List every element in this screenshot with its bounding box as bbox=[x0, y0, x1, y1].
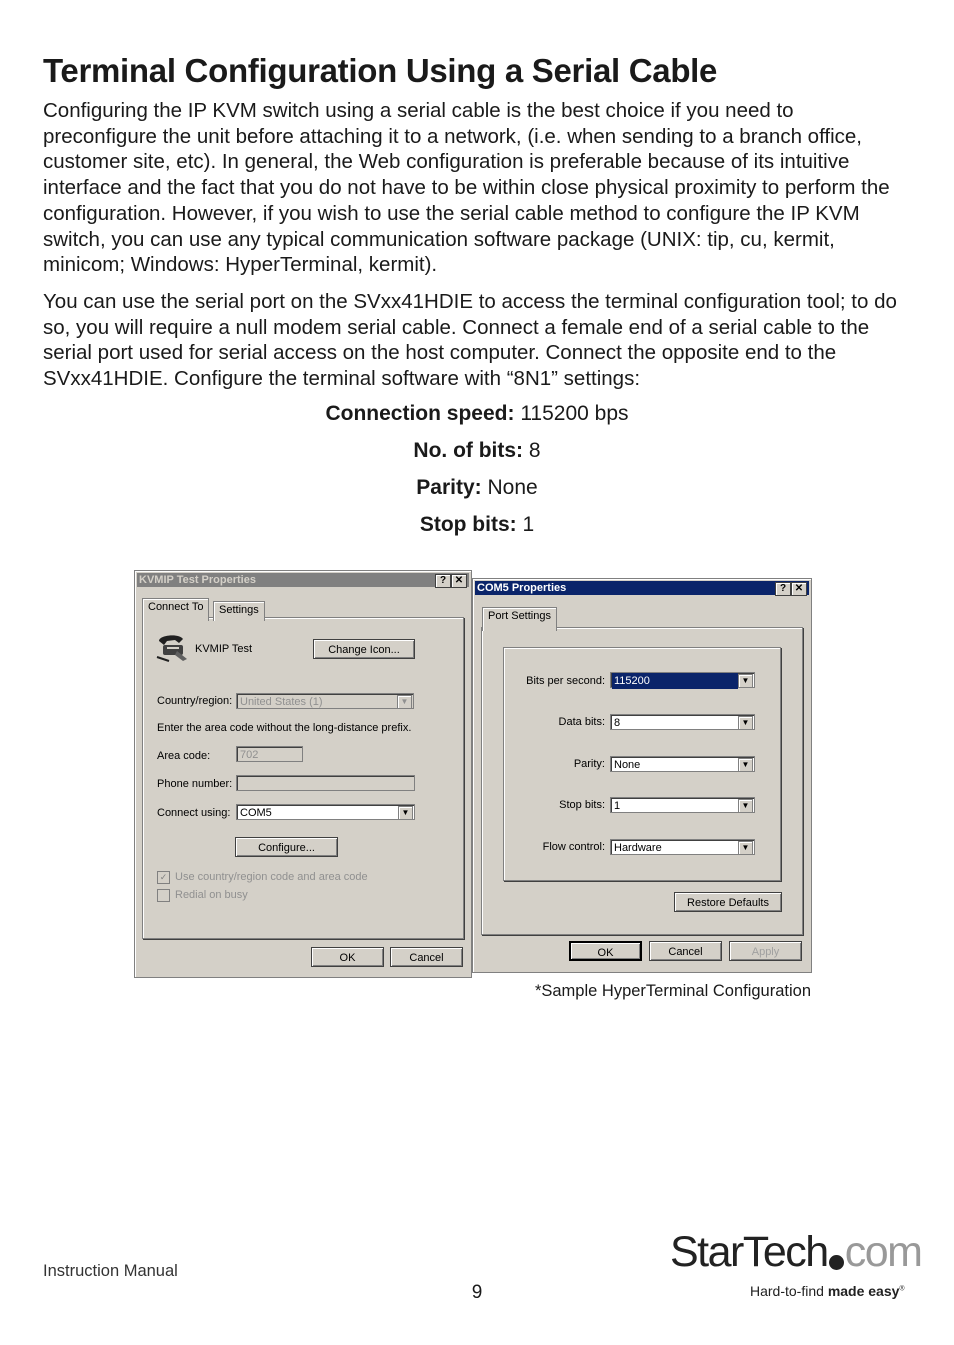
area-code-field[interactable]: 702 bbox=[236, 746, 303, 762]
redial-on-busy-checkbox[interactable] bbox=[157, 889, 170, 902]
setting-stop-bits: Stop bits: 1 bbox=[419, 513, 535, 536]
stop-bits-label: Stop bits: bbox=[559, 799, 605, 811]
bits-per-second-label: Bits per second: bbox=[526, 675, 605, 687]
chevron-down-icon: ▼ bbox=[738, 799, 753, 813]
restore-defaults-button[interactable]: Restore Defaults bbox=[674, 892, 782, 912]
setting-connection-speed: Connection speed: 115200 bps bbox=[325, 402, 629, 425]
dialog-titlebar: COM5 Properties ? ✕ bbox=[475, 581, 809, 595]
setting-number-of-bits: No. of bits: 8 bbox=[413, 439, 541, 462]
logo-dot-icon bbox=[829, 1255, 844, 1270]
stop-bits-select[interactable]: 1 ▼ bbox=[610, 797, 755, 813]
chevron-down-icon: ▼ bbox=[738, 716, 753, 730]
flow-control-label: Flow control: bbox=[542, 841, 605, 853]
dialog-titlebar: KVMIP Test Properties ? ✕ bbox=[137, 573, 469, 587]
connect-using-select[interactable]: COM5 ▼ bbox=[236, 804, 415, 820]
chevron-down-icon: ▼ bbox=[738, 758, 753, 772]
use-country-code-checkbox[interactable]: ✓ bbox=[157, 871, 170, 884]
phone-number-field[interactable] bbox=[236, 775, 415, 791]
data-bits-select[interactable]: 8 ▼ bbox=[610, 714, 755, 730]
setting-parity: Parity: None bbox=[416, 476, 538, 499]
country-region-select[interactable]: United States (1) ▼ bbox=[236, 693, 414, 709]
apply-button[interactable]: Apply bbox=[729, 941, 802, 961]
tab-connect-to[interactable]: Connect To bbox=[142, 598, 209, 621]
phone-number-label: Phone number: bbox=[157, 778, 233, 790]
footer-document-type: Instruction Manual bbox=[43, 1262, 178, 1280]
country-region-label: Country/region: bbox=[157, 695, 233, 707]
configure-button[interactable]: Configure... bbox=[235, 837, 338, 857]
close-button[interactable]: ✕ bbox=[791, 582, 807, 596]
page-number: 9 bbox=[471, 1282, 483, 1303]
data-bits-label: Data bits: bbox=[558, 716, 605, 728]
redial-on-busy-label: Redial on busy bbox=[175, 889, 248, 901]
tab-port-settings[interactable]: Port Settings bbox=[482, 607, 557, 631]
chevron-down-icon: ▼ bbox=[738, 841, 753, 855]
com5-properties-dialog bbox=[472, 578, 812, 973]
connect-using-label: Connect using: bbox=[157, 807, 231, 819]
phone-icon bbox=[155, 631, 191, 663]
tab-settings[interactable]: Settings bbox=[213, 601, 265, 621]
close-button[interactable]: ✕ bbox=[451, 574, 467, 588]
logo-tagline: Hard-to-find made easy® bbox=[750, 1283, 905, 1299]
figure-caption: *Sample HyperTerminal Configuration bbox=[534, 982, 811, 1000]
chevron-down-icon: ▼ bbox=[398, 806, 413, 820]
parity-select[interactable]: None ▼ bbox=[610, 756, 755, 772]
ok-button[interactable]: OK bbox=[569, 941, 642, 961]
startech-logo: StarTech com bbox=[670, 1228, 922, 1276]
connection-name: KVMIP Test bbox=[195, 643, 253, 655]
help-button[interactable]: ? bbox=[435, 574, 451, 588]
kvmip-properties-dialog bbox=[134, 570, 472, 978]
cancel-button[interactable]: Cancel bbox=[649, 941, 722, 961]
bits-per-second-select[interactable]: 115200 ▼ bbox=[610, 672, 755, 688]
flow-control-select[interactable]: Hardware ▼ bbox=[610, 839, 755, 855]
chevron-down-icon: ▼ bbox=[738, 674, 753, 688]
change-icon-button[interactable]: Change Icon... bbox=[313, 639, 415, 659]
ok-button[interactable]: OK bbox=[311, 947, 384, 967]
help-button[interactable]: ? bbox=[775, 582, 791, 596]
cancel-button[interactable]: Cancel bbox=[390, 947, 463, 967]
intro-paragraph: Configuring the IP KVM switch using a serial cable is the best choice if you need to preconfigure the unit before attaching it to a network, (i.e. when sending to a branch office, customer site, etc). In general, the Web configuration is preferable because of its intuitive interface and the fact that you do not have to be within close physical proximity to perform the configuration. However, if you wish to use the serial cable method to configure the IP KVM switch, you can use any typical communication software package (UNIX: tip, cu, kermit, minicom; Windows: HyperTerminal, kermit). bbox=[43, 99, 890, 277]
use-country-code-label: Use country/region code and area code bbox=[175, 871, 368, 883]
area-code-hint: Enter the area code without the long-distance prefix. bbox=[157, 722, 412, 734]
chevron-down-icon: ▼ bbox=[397, 695, 412, 709]
area-code-label: Area code: bbox=[157, 750, 211, 762]
parity-label: Parity: bbox=[573, 758, 605, 770]
serial-port-paragraph: You can use the serial port on the SVxx41HDIE to access the terminal configuration tool; to do so, you will require a null modem serial cable. Connect a female end of a serial cable to the serial port used for serial access on the host computer. Connect the opposite end to the SVxx41HDIE. Configure the terminal software with “8N1” settings: bbox=[43, 290, 897, 391]
page-title: Terminal Configuration Using a Serial Cable bbox=[43, 52, 718, 89]
